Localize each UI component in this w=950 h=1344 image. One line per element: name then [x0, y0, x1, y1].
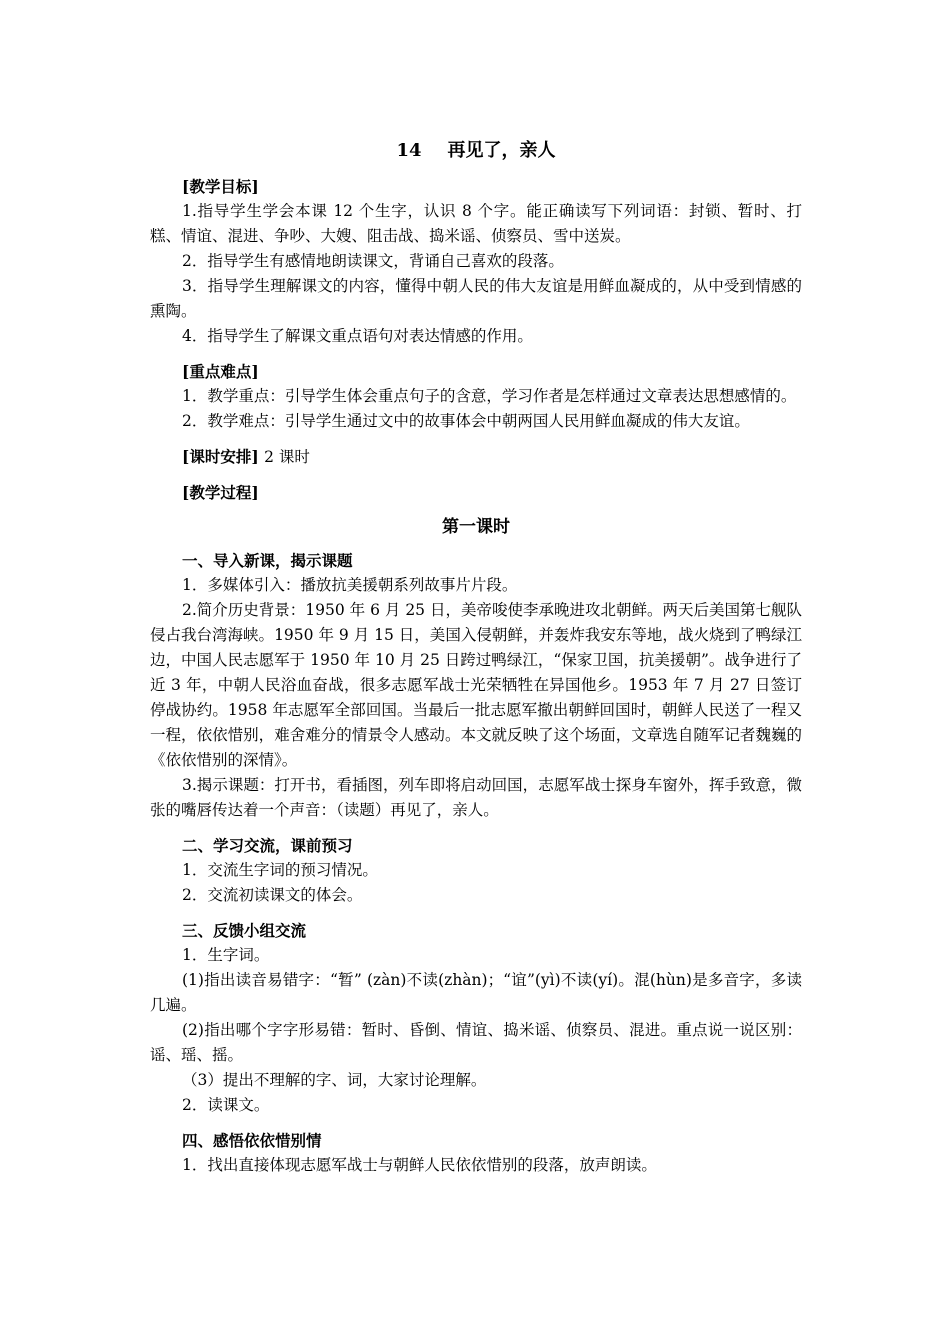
keypoints-heading: [重点难点] — [182, 362, 259, 381]
part2-item: 2．交流初读课文的体会。 — [182, 886, 363, 904]
part3-item: （3）提出不理解的字、词，大家讨论理解。 — [182, 1071, 487, 1089]
schedule-value: 2 课时 — [264, 448, 310, 466]
part4-item: 1．找出直接体现志愿军战士与朝鲜人民依依惜别的段落，放声朗读。 — [182, 1156, 657, 1174]
part1-heading: 一、导入新课，揭示课题 — [182, 551, 353, 570]
objective-item: 3．指导学生理解课文的内容，懂得中朝人民的伟大友谊是用鲜血凝成的，从中受到情感的熏陶。 — [150, 277, 802, 320]
process-heading: [教学过程] — [182, 483, 259, 502]
objective-item: 4．指导学生了解课文重点语句对表达情感的作用。 — [182, 327, 533, 345]
part2-heading: 二、学习交流，课前预习 — [182, 836, 353, 855]
objective-item: 2．指导学生有感情地朗读课文，背诵自己喜欢的段落。 — [182, 252, 564, 270]
part2-item: 1．交流生字词的预习情况。 — [182, 861, 378, 879]
lesson-title — [150, 138, 802, 164]
schedule-heading: [课时安排] — [182, 447, 259, 466]
objectives-heading: [教学目标] — [182, 177, 259, 196]
keypoint-item: 1．教学重点：引导学生体会重点句子的含意，学习作者是怎样通过文章表达思想感情的。 — [182, 387, 797, 405]
lesson-title-text: 再见了，亲人 — [447, 140, 556, 161]
lesson1-title: 第一课时 — [442, 517, 510, 537]
part1-item: 3.揭示课题：打开书，看插图，列车即将启动回国，志愿军战士探身车窗外，挥手致意，微张的嘴唇传达着一个声音：（读题）再见了，亲人。 — [150, 776, 802, 819]
part3-item: (1)指出读音易错字：“暂” (zàn)不读(zhàn)；“谊”(yì)不读(yí)。混(hùn)是多音字，多读几遍。 — [150, 971, 802, 1014]
part1-item: 1．多媒体引入：播放抗美援朝系列故事片片段。 — [182, 576, 518, 594]
keypoint-item: 2．教学难点：引导学生通过文中的故事体会中朝两国人民用鲜血凝成的伟大友谊。 — [182, 412, 750, 430]
part4-heading: 四、感悟依依惜别情 — [182, 1131, 322, 1150]
part1-item: 2.简介历史背景：1950 年 6 月 25 日，美帝唆使李承晚进攻北朝鲜。两天后美国第七舰队侵占我台湾海峡。1950 年 9 月 15 日，美国入侵朝鲜，并轰炸我安东等地，战火烧到了鸭绿江边，中国人民志愿军于 1950 年 10 月 25 日跨过鸭绿江，“保家卫国，抗美援朝”。战争进行了近 3 年，中朝人民浴血奋战，很多志愿军战士光荣牺牲在异国他乡。1953 年 7 月 27 日签订停战协约。1958 年志愿军全部回国。当最后一批志愿军撤出朝鲜回国时，朝鲜人民送了一程又一程，依依惜别，难舍难分的情景令人感动。本文就反映了这个场面，文章选自随军记者魏巍的《依依惜别的深情》。 — [150, 601, 802, 769]
lesson-number: 14 — [396, 140, 422, 161]
part3-item: (2)指出哪个字字形易错：暂时、昏倒、情谊、捣米谣、侦察员、混进。重点说一说区别：谣、瑶、摇。 — [150, 1021, 802, 1064]
part3-heading: 三、反馈小组交流 — [182, 921, 307, 940]
schedule-line — [182, 444, 802, 470]
document-body — [150, 138, 802, 1178]
part3-item: 2．读课文。 — [182, 1096, 270, 1114]
objective-item: 1.指导学生学会本课 12 个生字，认识 8 个字。能正确读写下列词语：封锁、暂时、打糕、情谊、混进、争吵、大嫂、阻击战、捣米谣、侦察员、雪中送炭。 — [150, 202, 802, 245]
part3-item: 1．生字词。 — [182, 946, 270, 964]
